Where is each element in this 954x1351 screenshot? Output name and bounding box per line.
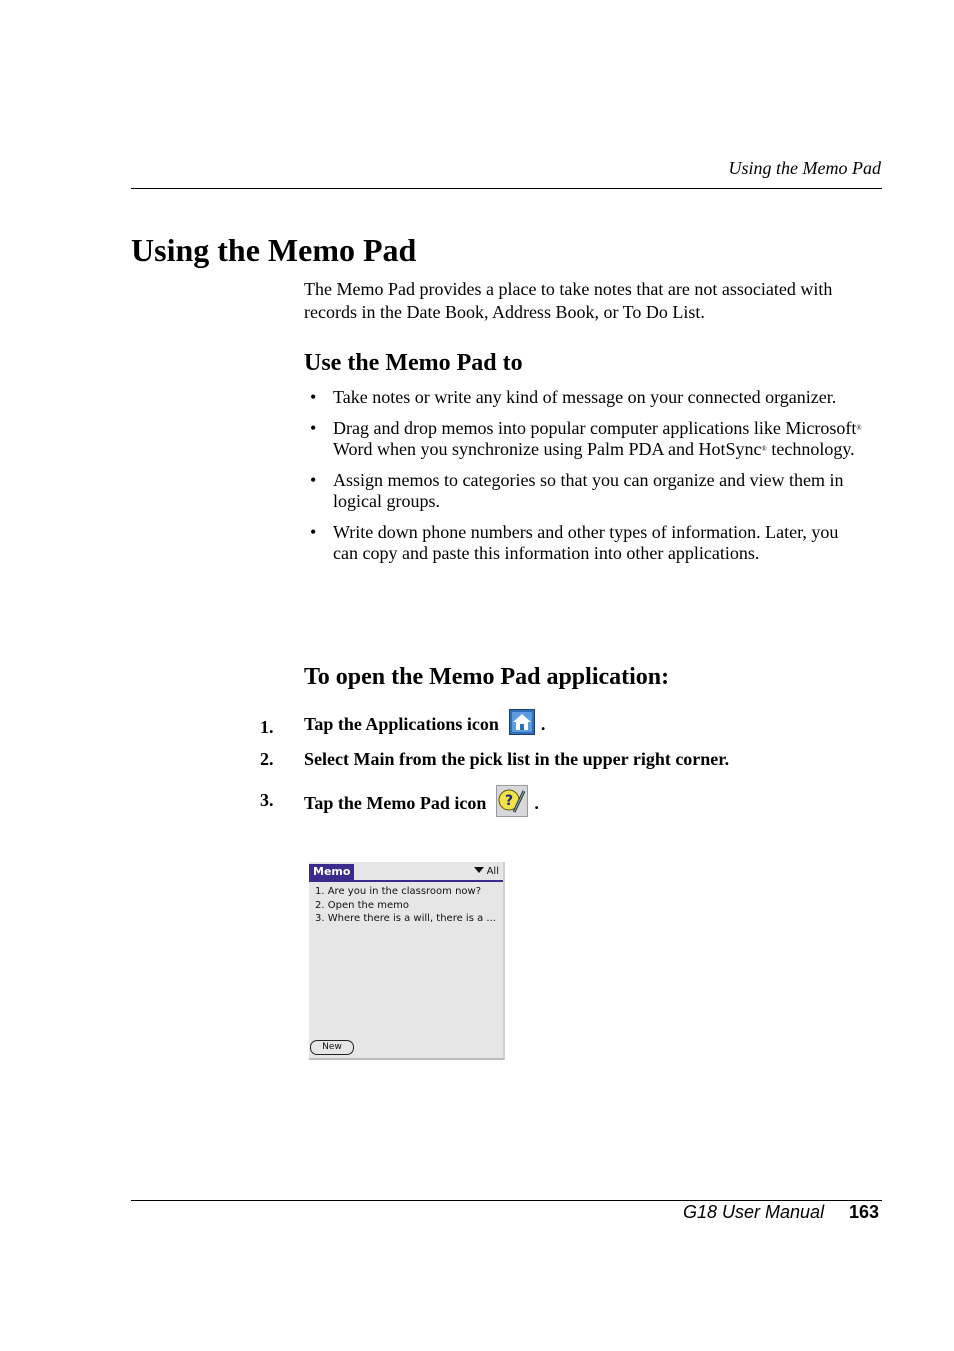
memo-list [315,885,496,926]
memo-pad-screenshot [309,862,505,1060]
page-title: Using the Memo Pad [131,232,417,268]
bullet-dot: • [310,470,317,490]
svg-text:?: ? [505,793,514,809]
list-item-text: technology. [766,439,855,459]
step-text: Tap the Applications icon [304,714,499,734]
step-3 [304,785,539,822]
step-2 [304,749,729,770]
section-heading-open: To open the Memo Pad application: [304,664,670,690]
bullet-dot: • [310,387,317,407]
page-number: 163 [849,1202,880,1222]
list-item [304,522,864,564]
list-item [304,470,864,512]
step-number: 1. [260,717,274,737]
category-picker[interactable] [474,865,499,879]
section-heading-use: Use the Memo Pad to [304,350,523,376]
step-period: . [534,793,539,813]
step-period: . [540,714,546,734]
registered-mark: ® [761,445,767,453]
bullet-dot: • [310,418,317,438]
memo-pad-icon [496,785,528,822]
feature-list [304,387,864,574]
new-memo-button[interactable]: New [310,1040,354,1055]
header-rule [131,188,882,189]
bullet-dot: • [310,522,317,542]
memo-title-bar [309,864,503,882]
footer-rule [131,1200,882,1201]
list-item[interactable]: 1. Are you in the classroom now? [315,886,482,897]
list-item[interactable]: 3. Where there is a will, there is a ... [315,913,496,924]
running-head: Using the Memo Pad [728,158,881,178]
intro-paragraph: The Memo Pad provides a place to take notes that are not associated with records in the Date Book, Address Book, or To Do List. [304,279,833,322]
list-item [304,387,864,408]
list-item-text: Write down phone numbers and other types of information. Later, you can copy and paste this information into other applications. [333,522,839,563]
memo-app-tab[interactable]: Memo [309,864,354,880]
dropdown-triangle-icon [474,867,484,873]
registered-mark: ® [856,424,862,432]
list-item-text: Assign memos to categories so that you can organize and view them in logical groups. [333,470,844,511]
category-label: All [486,866,499,877]
footer-manual-title: G18 User Manual [683,1202,825,1222]
list-item [304,418,864,460]
list-item[interactable]: 2. Open the memo [315,899,409,911]
step-number: 2. [260,749,274,769]
step-text: Select Main from the pick list in the upper right corner. [304,749,730,769]
applications-home-icon [509,709,535,740]
list-item-text: Word when you synchronize using Palm PDA and HotSync [333,439,762,459]
list-item-text: Take notes or write any kind of message on your connected organizer. [333,387,837,407]
step-number: 3. [260,790,274,810]
step-1 [304,709,545,740]
step-text: Tap the Memo Pad icon [304,793,487,813]
list-item-text: Drag and drop memos into popular computer applications like Microsoft [333,418,857,438]
